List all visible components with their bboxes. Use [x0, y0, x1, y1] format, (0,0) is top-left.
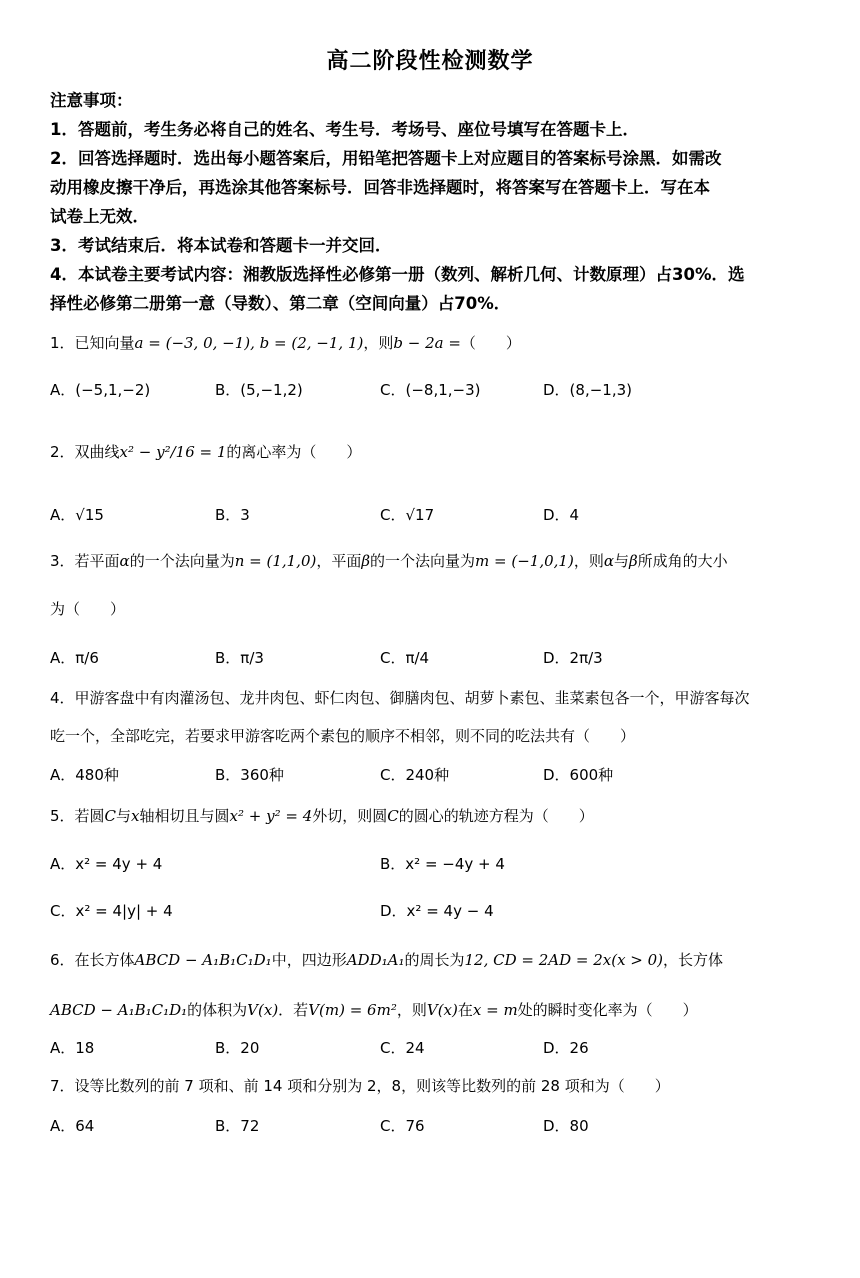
question-3-line2: 为（ ）	[50, 600, 126, 618]
option-c: C．240种	[380, 766, 450, 784]
option-c: C．x² = 4|y| + 4	[50, 902, 173, 920]
question-7: 7．设等比数列的前 7 项和、前 14 项和分别为 2，8，则该等比数列的前 28 项和为（ ）	[50, 1077, 670, 1095]
option-c: C．76	[380, 1117, 425, 1135]
question-2: 2．双曲线x² − y²/16 = 1的离心率为（ ）	[50, 443, 362, 461]
notice-item: 1．答题前，考生务必将自己的姓名、考生号．考场号、座位号填写在答题卡上．	[50, 120, 639, 139]
option-d: D．4	[543, 506, 580, 524]
option-d: D．2π/3	[543, 649, 603, 667]
notice-item: 2．回答选择题时．选出每小题答案后，用铅笔把答题卡上对应题目的答案标号涂黑．如需改	[50, 149, 722, 168]
q1-vectors-math: a = (−3, 0, −1), b = (2, −1, 1)	[134, 334, 364, 352]
question-3: 3．若平面α的一个法向量为n = (1,1,0)，平面β的一个法向量为m = (−1,0,1)，则α与β所成角的大小	[50, 552, 728, 570]
notice-item: 动用橡皮擦干净后，再选涂其他答案标号．回答非选择题时，将答案写在答题卡上．写在本	[50, 178, 710, 197]
option-b: B．360种	[215, 766, 284, 784]
question-4-line2: 吃一个，全部吃完，若要求甲游客吃两个素包的顺序不相邻，则不同的吃法共有（ ）	[50, 727, 636, 745]
option-a: A．64	[50, 1117, 95, 1135]
q6-options	[50, 1033, 830, 1063]
question-6: 6．在长方体ABCD − A₁B₁C₁D₁中，四边形ADD₁A₁的周长为12, CD = 2AD = 2x(x > 0)，长方体	[50, 951, 724, 969]
q2-hyperbola-math: x² − y²/16 = 1	[119, 443, 227, 461]
normal-vector-m: m = (−1,0,1)	[475, 552, 574, 570]
q1-options	[50, 375, 830, 405]
option-b: B．x² = −4y + 4	[380, 855, 505, 873]
option-a: A．√15	[50, 506, 104, 524]
notice-item: 试卷上无效．	[50, 207, 149, 226]
option-b: B．72	[215, 1117, 260, 1135]
question-5: 5．若圆C与x轴相切且与圆x² + y² = 4外切，则圆C的圆心的轨迹方程为（ ）	[50, 807, 594, 825]
q5-options-row2	[50, 896, 830, 926]
option-b: B．π/3	[215, 649, 264, 667]
exam-title: 高二阶段性检测数学	[326, 49, 534, 74]
q3-options	[50, 643, 830, 673]
q6-vm-math: V(m) = 6m²	[308, 1001, 397, 1019]
q2-options	[50, 500, 830, 530]
question-1: 1．已知向量a = (−3, 0, −1), b = (2, −1, 1)，则b − 2a =（ ）	[50, 334, 521, 352]
option-a: A．480种	[50, 766, 119, 784]
option-c: C．√17	[380, 506, 435, 524]
option-a: A．18	[50, 1039, 95, 1057]
normal-vector-n: n = (1,1,0)	[234, 552, 317, 570]
option-a: A．x² = 4y + 4	[50, 855, 163, 873]
beta-symbol: β	[361, 552, 371, 570]
option-b: B．(5,−1,2)	[215, 381, 303, 399]
question-6-line2: ABCD − A₁B₁C₁D₁的体积为V(x)．若V(m) = 6m²，则V(x)在x = m处的瞬时变化率为（ ）	[50, 1001, 698, 1019]
option-b: B．20	[215, 1039, 260, 1057]
notice-item: 3．考试结束后．将本试卷和答题卡一并交回．	[50, 236, 392, 255]
option-a: A．(−5,1,−2)	[50, 381, 151, 399]
q5-options-row1	[50, 849, 830, 879]
option-a: A．π/6	[50, 649, 99, 667]
q7-options	[50, 1111, 830, 1141]
alpha-symbol: α	[119, 552, 130, 570]
option-d: D．600种	[543, 766, 614, 784]
q6-box-math: ABCD − A₁B₁C₁D₁	[134, 951, 272, 969]
q4-options	[50, 760, 830, 790]
option-c: C．24	[380, 1039, 425, 1057]
notice-item: 4．本试卷主要考试内容：湘教版选择性必修第一册（数列、解析几何、计数原理）占30%．选	[50, 265, 745, 284]
q5-circle-math: x² + y² = 4	[229, 807, 313, 825]
option-c: C．π/4	[380, 649, 430, 667]
q6-condition-math: 12, CD = 2AD = 2x(x > 0)	[464, 951, 664, 969]
q1-expression-math: b − 2a =	[393, 334, 461, 352]
option-c: C．(−8,1,−3)	[380, 381, 481, 399]
notice-item: 择性必修第二册第一意（导数）、第二章（空间向量）占70%．	[50, 294, 511, 313]
option-d: D．26	[543, 1039, 589, 1057]
option-b: B．3	[215, 506, 250, 524]
option-d: D．x² = 4y − 4	[380, 902, 494, 920]
option-d: D．(8,−1,3)	[543, 381, 632, 399]
question-4: 4．甲游客盘中有肉灌汤包、龙井肉包、虾仁肉包、御膳肉包、胡萝卜素包、韭菜素包各一个，甲游客每次	[50, 689, 750, 707]
option-d: D．80	[543, 1117, 589, 1135]
notice-heading: 注意事项：	[50, 91, 133, 110]
